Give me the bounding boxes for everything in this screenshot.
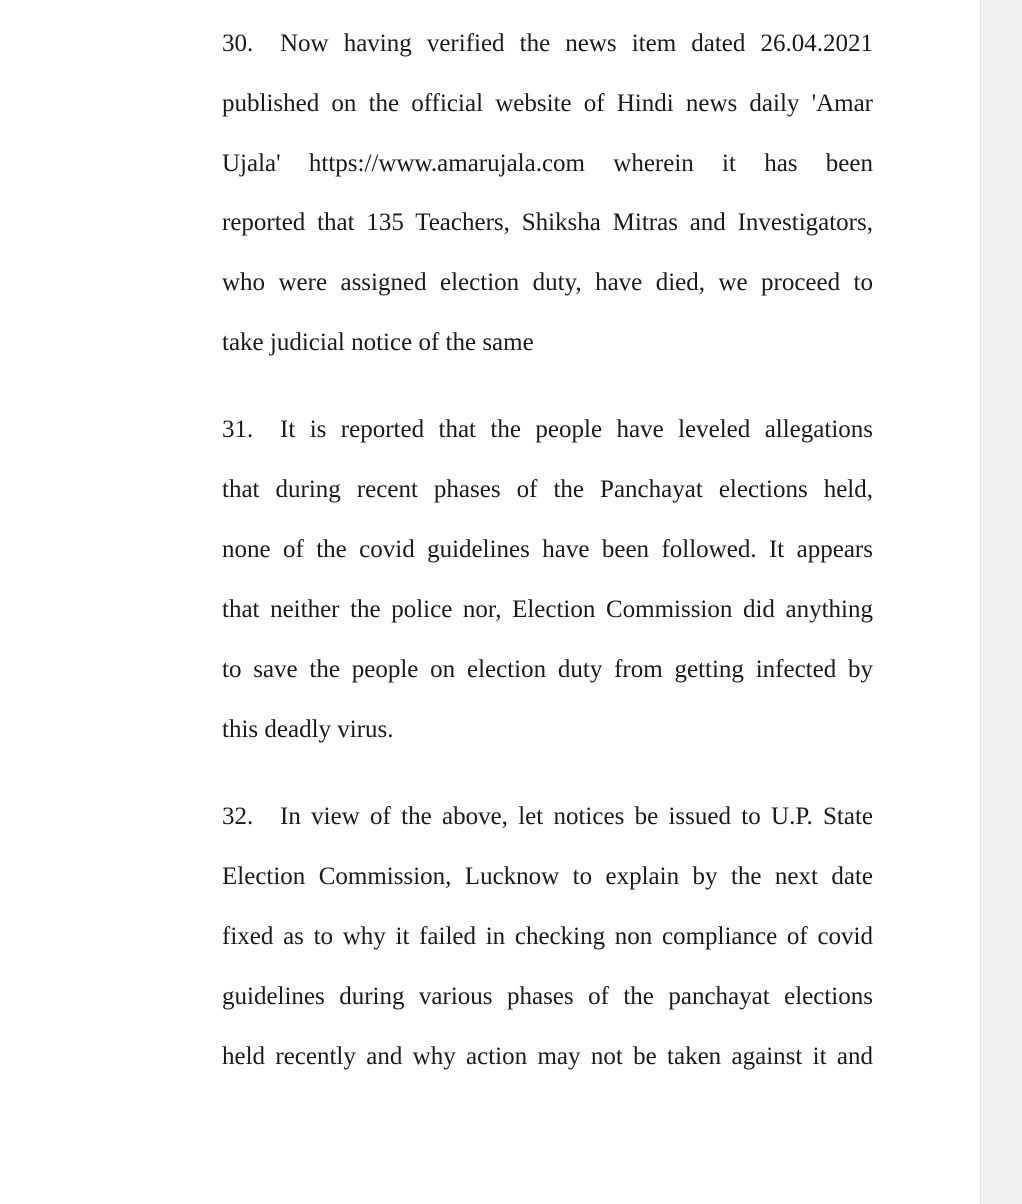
paragraph-line: that during recent phases of the Panchayat elections held, xyxy=(222,476,873,503)
paragraph-line: who were assigned election duty, have died, we proceed to xyxy=(222,269,873,296)
paragraph-line: Ujala' https://www.amarujala.com wherein it has been xyxy=(222,150,873,177)
paragraph-line: reported that 135 Teachers, Shiksha Mitras and Investigators, xyxy=(222,209,873,236)
paragraph-line: published on the official website of Hindi news daily 'Amar xyxy=(222,90,873,117)
paragraph-number: 31. xyxy=(222,416,254,443)
paragraph-line: to save the people on election duty from getting infected by xyxy=(222,656,873,683)
scrollbar-track[interactable] xyxy=(980,0,1022,1204)
paragraph-line: 30. Now having verified the news item dated 26.04.2021 xyxy=(222,24,873,64)
paragraph-line: 32. In view of the above, let notices be issued to U.P. State xyxy=(222,797,873,837)
paragraph-line: none of the covid guidelines have been followed. It appears xyxy=(222,536,873,563)
paragraph-number: 32. xyxy=(222,803,254,830)
paragraph-line: take judicial notice of the same xyxy=(222,329,534,356)
paragraph-number: 30. xyxy=(222,30,254,57)
paragraph-line: held recently and why action may not be taken against it and xyxy=(222,1043,873,1070)
paragraph-line: guidelines during various phases of the panchayat elections xyxy=(222,983,873,1010)
paragraph-line: fixed as to why it failed in checking non compliance of covid xyxy=(222,923,873,950)
paragraph-line: Election Commission, Lucknow to explain by the next date xyxy=(222,863,873,890)
paragraph-line: 31. It is reported that the people have leveled allegations xyxy=(222,410,873,450)
paragraph-line: this deadly virus. xyxy=(222,716,394,743)
paragraph-line: that neither the police nor, Election Commission did anything xyxy=(222,596,873,623)
